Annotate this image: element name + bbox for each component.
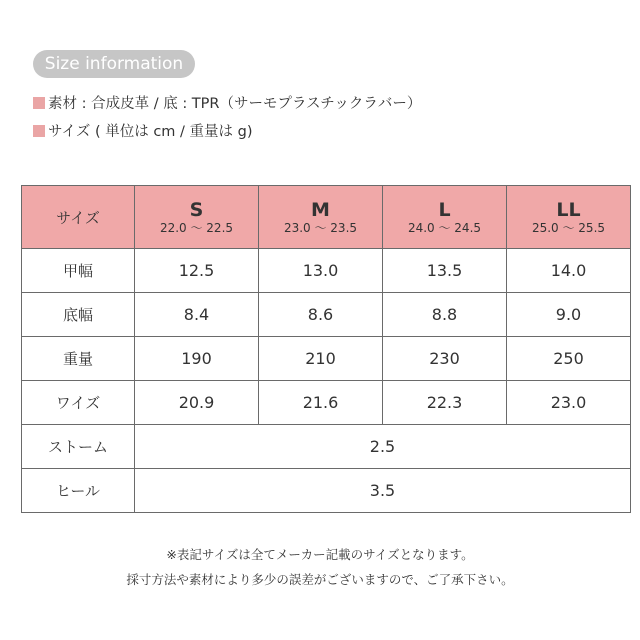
table-cell: 22.3	[383, 381, 507, 425]
table-cell: 210	[259, 337, 383, 381]
footnote-size-note: ※表記サイズは全てメーカー記載のサイズとなります。	[166, 547, 474, 562]
size-name: S	[189, 199, 204, 221]
size-range: 23.0 〜 23.5	[283, 221, 358, 235]
table-row	[22, 249, 631, 293]
table-row	[22, 337, 631, 381]
table-cell: 20.9	[135, 381, 259, 425]
size-range: 22.0 〜 22.5	[159, 221, 234, 235]
merged-cell: 2.5	[135, 425, 631, 469]
row-label: 底幅	[22, 293, 135, 337]
table-cell: 250	[507, 337, 631, 381]
table-cell: 8.8	[383, 293, 507, 337]
table-cell: 14.0	[507, 249, 631, 293]
size-header-ll	[507, 186, 631, 249]
table-cell: 23.0	[507, 381, 631, 425]
row-label: ストーム	[22, 425, 135, 469]
size-unit-text: サイズ ( 単位は cm / 重量は g)	[48, 124, 253, 140]
size-header-m	[259, 186, 383, 249]
bullet-square-icon	[33, 125, 45, 137]
bullet-square-icon	[33, 97, 45, 109]
size-header-l	[383, 186, 507, 249]
size-range: 25.0 〜 25.5	[531, 221, 606, 235]
size-header-corner	[22, 186, 135, 249]
size-table	[21, 185, 631, 513]
size-information-badge: Size information	[33, 50, 195, 78]
table-cell: 13.5	[383, 249, 507, 293]
table-cell: 8.6	[259, 293, 383, 337]
row-label: ヒール	[22, 469, 135, 513]
size-header-s	[135, 186, 259, 249]
merged-cell: 3.5	[135, 469, 631, 513]
table-cell: 9.0	[507, 293, 631, 337]
material-text: 素材 : 合成皮革 / 底 : TPR（サーモプラスチックラバー）	[48, 96, 422, 112]
table-cell: 8.4	[135, 293, 259, 337]
row-label: 甲幅	[22, 249, 135, 293]
table-cell: 13.0	[259, 249, 383, 293]
material-line	[33, 92, 421, 113]
table-cell: 230	[383, 337, 507, 381]
size-name: LL	[556, 199, 581, 221]
size-name: M	[311, 199, 330, 221]
size-header-label: サイズ	[56, 208, 100, 227]
size-name: L	[438, 199, 451, 221]
table-row	[22, 381, 631, 425]
row-label: 重量	[22, 337, 135, 381]
size-range: 24.0 〜 24.5	[407, 221, 482, 235]
size-unit-line	[33, 120, 253, 141]
table-cell: 12.5	[135, 249, 259, 293]
size-header-row	[22, 186, 631, 249]
table-row	[22, 293, 631, 337]
row-label: ワイズ	[22, 381, 135, 425]
table-row	[22, 425, 631, 469]
table-row	[22, 469, 631, 513]
table-cell: 190	[135, 337, 259, 381]
footnote-measurement-note: 採寸方法や素材により多少の誤差がございますので、ご了承下さい。	[126, 572, 514, 587]
table-cell: 21.6	[259, 381, 383, 425]
